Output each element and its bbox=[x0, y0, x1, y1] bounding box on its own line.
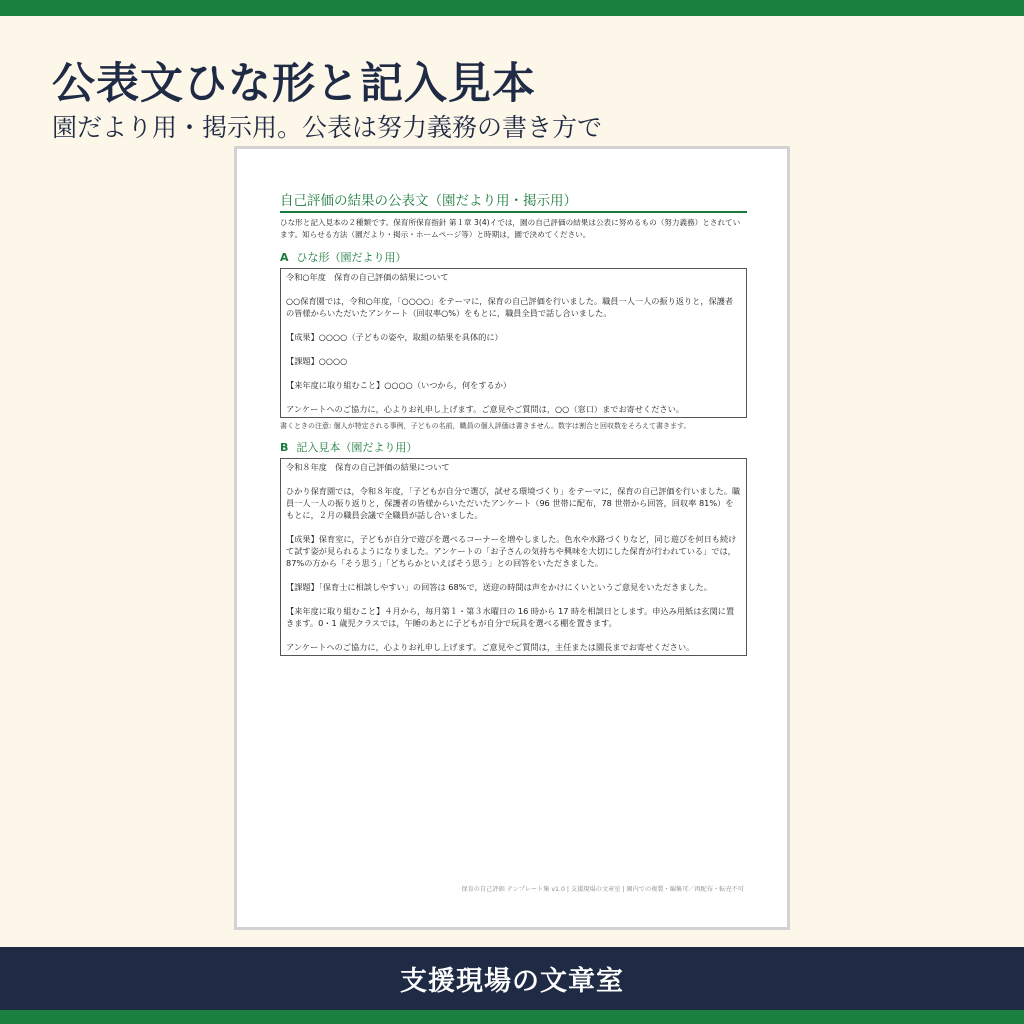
sample-line: 【成果】保育室に，子どもが自分で遊びを選べるコーナーを増やしました。色水や水路づくりなど，同じ遊びを何日も続けて試す姿が見られるようになりました。アンケートの「お子さんの気持ちや興味を大切にした保育が行われている」では，87%の方から「そう思う」「どちらかといえばそう思う」との回答をいただきました。 bbox=[286, 534, 737, 568]
section-b-letter: B bbox=[280, 441, 289, 454]
brand-name: 支援現場の文章室 bbox=[400, 966, 624, 997]
template-line: 令和○年度 保育の自己評価の結果について bbox=[286, 272, 449, 282]
template-box bbox=[280, 268, 747, 418]
sample-box bbox=[280, 458, 747, 656]
document-title: 自己評価の結果の公表文（園だより用・掲示用） bbox=[280, 189, 747, 213]
document-footer: 保育の自己評価 テンプレート集 v1.0 | 支援現場の文章室 | 園内での複製・編集可／再配布・転売不可 bbox=[461, 886, 744, 893]
template-line: 【課題】○○○○ bbox=[286, 356, 348, 366]
page-title: 公表文ひな形と記入見本 bbox=[52, 59, 536, 109]
section-a-letter: A bbox=[280, 251, 289, 264]
writing-note: 書くときの注意: 個人が特定される事例，子どもの名前，職員の個人評価は書きません。数字は割合と回収数をそろえて書きます。 bbox=[280, 422, 691, 430]
sample-line: 【来年度に取り組むこと】４月から，毎月第１・第３水曜日の 16 時から 17 時を相談日とします。申込み用紙は玄関に置きます。0・1 歳児クラスでは，午睡のあとに子どもが自分で玩具を選べる棚を置きます。 bbox=[286, 606, 735, 628]
section-b-title: 記入見本（園だより用） bbox=[296, 441, 418, 454]
section-a-heading bbox=[280, 249, 747, 265]
template-line: 【来年度に取り組むこと】○○○○（いつから，何をするか） bbox=[286, 380, 512, 390]
document-preview bbox=[234, 146, 790, 930]
document-intro: ひな形と記入見本の２種類です。保育所保育指針 第１章 3(4)イでは，園の自己評価の結果は公表に努めるもの（努力義務）とされています。知らせる方法（園だより・掲示・ホームページ等）と時期は，園で決めてください。 bbox=[280, 218, 741, 239]
sample-line: 令和８年度 保育の自己評価の結果について bbox=[286, 462, 450, 472]
section-b-heading bbox=[280, 439, 747, 455]
template-line: アンケートへのご協力に，心よりお礼申し上げます。ご意見やご質問は，○○（窓口）までお寄せください。 bbox=[286, 404, 684, 414]
page-subtitle: 園だより用・掲示用。公表は努力義務の書き方で bbox=[52, 113, 603, 142]
sample-line: ひかり保育園では，令和８年度，「子どもが自分で選び，試せる環境づくり」をテーマに，保育の自己評価を行いました。職員一人一人の振り返りと，保護者の皆様からいただいたアンケート（96 世帯に配布，78 世帯から回答，回収率 81%）をもとに，２月の職員会議で全職員が話し合いました。 bbox=[286, 486, 741, 520]
top-accent-bar bbox=[0, 0, 1024, 16]
template-line: 【成果】○○○○（子どもの姿や，取組の結果を具体的に） bbox=[286, 332, 503, 342]
brand-bar bbox=[0, 947, 1024, 1010]
template-line: ○○保育園では，令和○年度，「○○○○」をテーマに，保育の自己評価を行いました。職員一人一人の振り返りと，保護者の皆様からいただいたアンケート（回収率○%）をもとに，職員全員で話し合いました。 bbox=[286, 296, 734, 318]
sample-line: 【課題】「保育士に相談しやすい」の回答は 68%で，送迎の時間は声をかけにくいというご意見をいただきました。 bbox=[286, 582, 712, 592]
document-body bbox=[280, 189, 747, 656]
bottom-accent-bar bbox=[0, 1010, 1024, 1024]
sample-line: アンケートへのご協力に，心よりお礼申し上げます。ご意見やご質問は，主任または園長までお寄せください。 bbox=[286, 642, 695, 652]
section-a-title: ひな形（園だより用） bbox=[296, 251, 407, 264]
